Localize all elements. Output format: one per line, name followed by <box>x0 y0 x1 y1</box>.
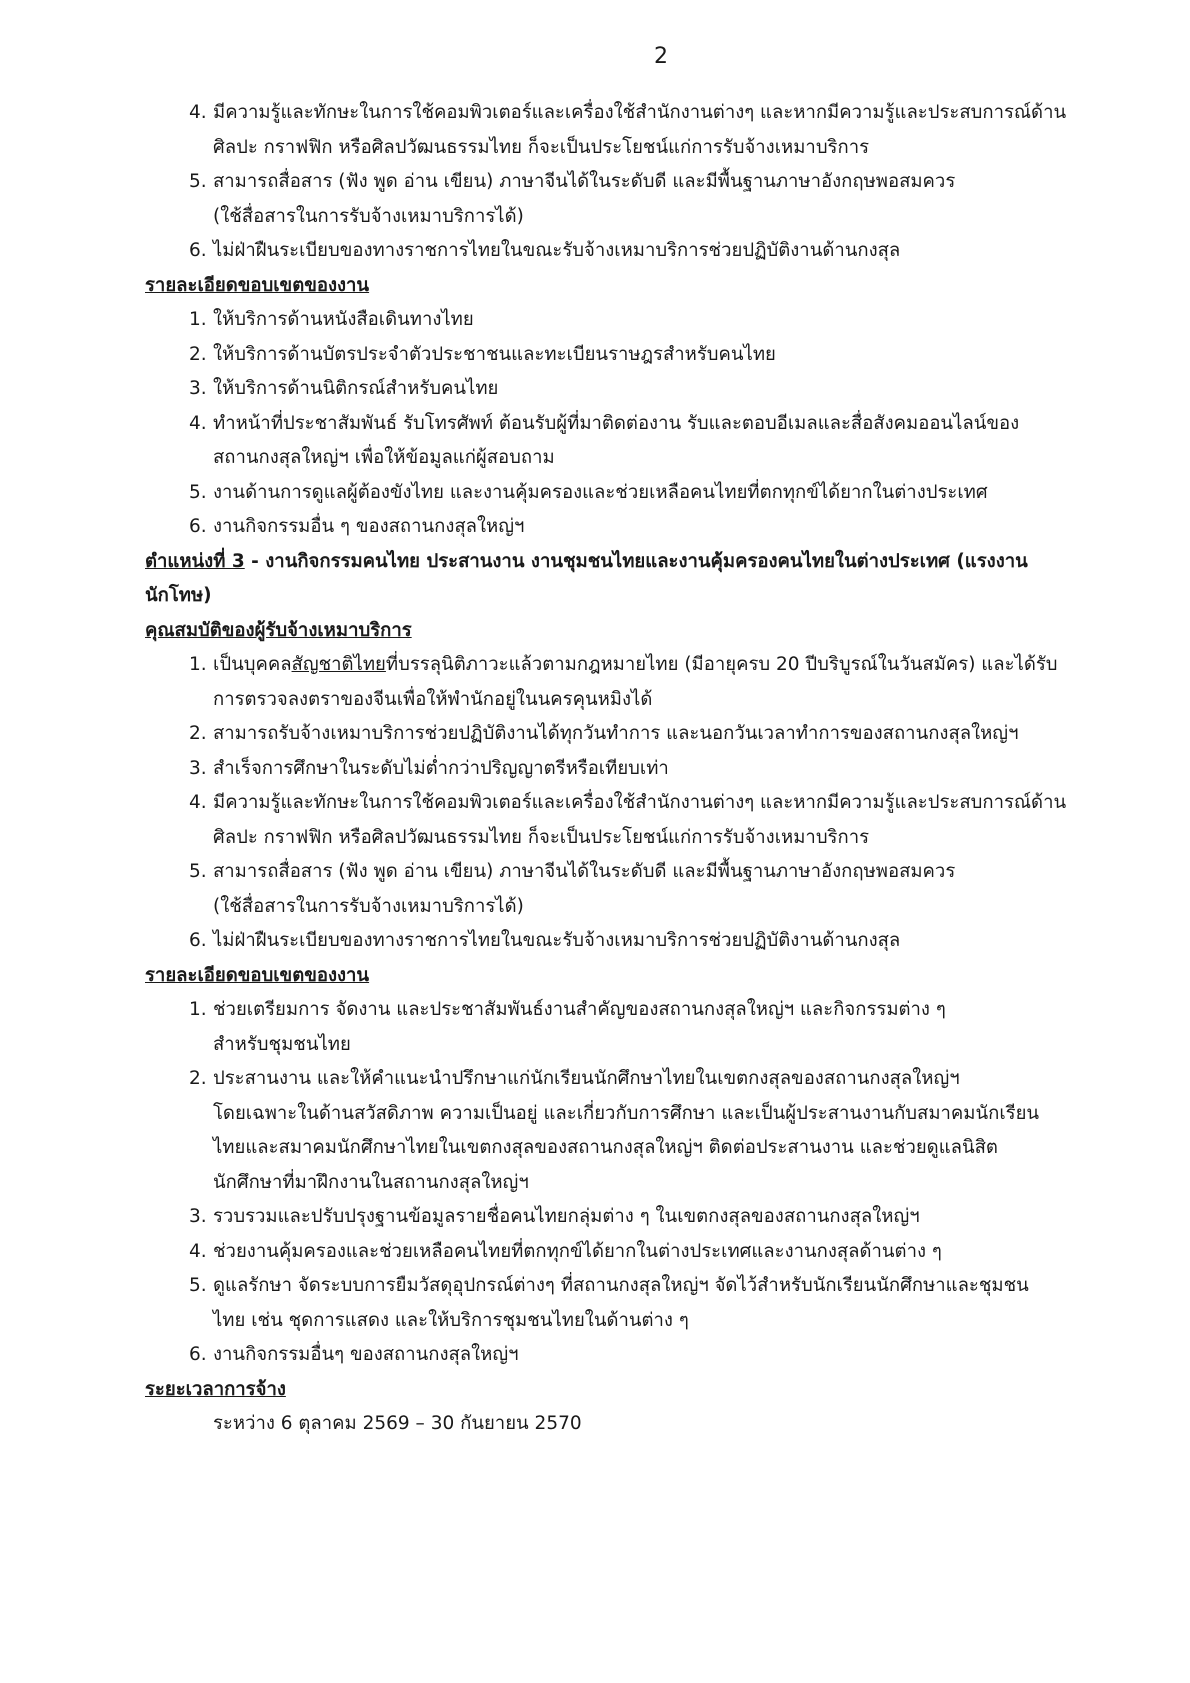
position-title: ตำแหน่งที่ 3 - งานกิจกรรมคนไทย ประสานงาน งานชุมชนไทยและงานคุ้มครองคนไทยในต่างประเทศ (แรงงาน นักโทษ) <box>145 550 1028 606</box>
list-item: 4. มีความรู้และทักษะในการใช้คอมพิวเตอร์และเครื่องใช้สำนักงานต่างๆ และหากมีความรู้และประสบการณ์ด้าน ศิลปะ กราฟฟิก หรือศิลปวัฒนธรรมไทย ก็จะเป็นประโยชน์แก่การรับจ้างเหมาบริการ <box>189 792 1067 848</box>
qualification-heading: คุณสมบัติของผู้รับจ้างเหมาบริการ <box>145 619 412 641</box>
list-item: 6. งานกิจกรรมอื่นๆ ของสถานกงสุลใหญ่ฯ <box>189 1344 519 1365</box>
list-item: 5. ดูแลรักษา จัดระบบการยืมวัสดุอุปกรณ์ต่างๆ ที่สถานกงสุลใหญ่ฯ จัดไว้สำหรับนักเรียนนักศึกษาและชุมชน ไทย เช่น ชุดการแสดง และให้บริการชุมชนไทยในด้านต่าง ๆ <box>189 1275 1029 1331</box>
qualification-list-continued <box>145 96 1120 269</box>
list-item: 3. สำเร็จการศึกษาในระดับไม่ต่ำกว่าปริญญาตรีหรือเทียบเท่า <box>189 757 669 779</box>
list-item: 3. ให้บริการด้านนิติกรณ์สำหรับคนไทย <box>189 378 499 399</box>
period-heading: ระยะเวลาการจ้าง <box>145 1378 286 1400</box>
list-item: 5. งานด้านการดูแลผู้ต้องขังไทย และงานคุ้มครองและช่วยเหลือคนไทยที่ตกทุกข์ได้ยากในต่างประเทศ <box>189 481 988 503</box>
list-item: 1. ช่วยเตรียมการ จัดงาน และประชาสัมพันธ์งานสำคัญของสถานกงสุลใหญ่ฯ และกิจกรรมต่าง ๆ สำหรับชุมชนไทย <box>189 999 946 1055</box>
period-text: ระหว่าง 6 ตุลาคม 2569 – 30 กันยายน 2570 <box>213 1413 582 1434</box>
list-item: 6. ไม่ฝ่าฝืนระเบียบของทางราชการไทยในขณะรับจ้างเหมาบริการช่วยปฏิบัติงานด้านกงสุล <box>189 240 901 261</box>
list-item: 6. งานกิจกรรมอื่น ๆ ของสถานกงสุลใหญ่ฯ <box>189 516 525 537</box>
list-item: 4. มีความรู้และทักษะในการใช้คอมพิวเตอร์และเครื่องใช้สำนักงานต่างๆ และหากมีความรู้และประสบการณ์ด้าน ศิลปะ กราฟฟิก หรือศิลปวัฒนธรรมไทย ก็จะเป็นประโยชน์แก่การรับจ้างเหมาบริการ <box>189 102 1067 158</box>
list-item: 3. รวบรวมและปรับปรุงฐานข้อมูลรายชื่อคนไทยกลุ่มต่าง ๆ ในเขตกงสุลของสถานกงสุลใหญ่ฯ <box>189 1206 920 1227</box>
list-item: 1. ให้บริการด้านหนังสือเดินทางไทย <box>189 309 474 330</box>
qualification-list <box>145 648 1120 959</box>
page-number: 2 <box>654 44 668 69</box>
position-label: ตำแหน่งที่ 3 <box>145 550 245 572</box>
scope-heading: รายละเอียดขอบเขตของงาน <box>145 964 370 986</box>
list-item: 2. ประสานงาน และให้คำแนะนำปรึกษาแก่นักเรียนนักศึกษาไทยในเขตกงสุลของสถานกงสุลใหญ่ฯ โดยเฉพาะในด้านสวัสดิภาพ ความเป็นอยู่ และเกี่ยวกับการศึกษา และเป็นผู้ประสานงานกับสมาคมนักเรียน ไทยและสมาคมนักศึกษาไทยในเขตกงสุลของสถานกงสุลใหญ่ฯ ติดต่อประสานงาน และช่วยดูแลนิสิต นักศึกษาที่มาฝึกงานในสถานกงสุลใหญ่ฯ <box>189 1068 1040 1193</box>
list-item: 5. สามารถสื่อสาร (ฟัง พูด อ่าน เขียน) ภาษาจีนได้ในระดับดี และมีพื้นฐานภาษาอังกฤษพอสมควร (ใช้สื่อสารในการรับจ้างเหมาบริการได้) <box>189 861 956 917</box>
list-item: 5. สามารถสื่อสาร (ฟัง พูด อ่าน เขียน) ภาษาจีนได้ในระดับดี และมีพื้นฐานภาษาอังกฤษพอสมควร (ใช้สื่อสารในการรับจ้างเหมาบริการได้) <box>189 171 956 227</box>
list-item: 2. ให้บริการด้านบัตรประจำตัวประชาชนและทะเบียนราษฎรสำหรับคนไทย <box>189 343 776 365</box>
list-item: 4. ทำหน้าที่ประชาสัมพันธ์ รับโทรศัพท์ ต้อนรับผู้ที่มาติดต่องาน รับและตอบอีเมลและสื่อสังคมออนไลน์ของ สถานกงสุลใหญ่ฯ เพื่อให้ข้อมูลแก่ผู้สอบถาม <box>189 412 1020 468</box>
list-item: 2. สามารถรับจ้างเหมาบริการช่วยปฏิบัติงานได้ทุกวันทำการ และนอกวันเวลาทำการของสถานกงสุลใหญ่ฯ <box>189 723 1019 744</box>
document-body <box>145 96 1120 1442</box>
nationality-emphasis: สัญชาติไทย <box>291 654 386 675</box>
list-item: 1. เป็นบุคคลสัญชาติไทยที่บรรลุนิติภาวะแล้วตามกฎหมายไทย (มีอายุครบ 20 ปีบริบูรณ์ในวันสมัคร) และได้รับ การตรวจลงตราของจีนเพื่อให้พำนักอยู่ในนครคุนหมิงได้ <box>189 654 1058 710</box>
list-item: 4. ช่วยงานคุ้มครองและช่วยเหลือคนไทยที่ตกทุกข์ได้ยากในต่างประเทศและงานกงสุลด้านต่าง ๆ <box>189 1240 942 1262</box>
scope-list <box>145 303 1120 545</box>
scope-list <box>145 993 1120 1373</box>
list-item: 6. ไม่ฝ่าฝืนระเบียบของทางราชการไทยในขณะรับจ้างเหมาบริการช่วยปฏิบัติงานด้านกงสุล <box>189 930 901 951</box>
scope-heading: รายละเอียดขอบเขตของงาน <box>145 274 370 296</box>
